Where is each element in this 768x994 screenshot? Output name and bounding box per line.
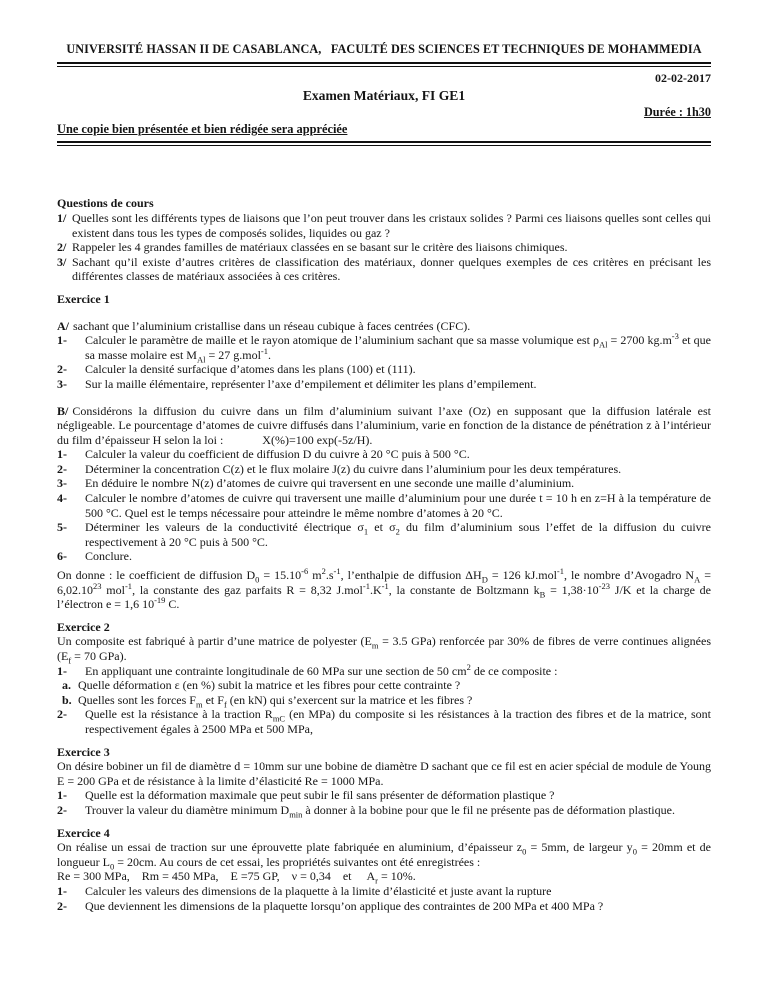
list-item [57,362,711,377]
list-item [57,211,711,240]
item-marker: 3- [57,376,67,391]
item-text: Quelle déformation ε (en %) subit la matrice et les fibres pour cette contrainte ? [78,678,461,693]
item-marker: 1- [57,447,67,462]
header-bottom-rule [57,141,711,146]
item-marker: 1- [57,883,67,898]
item-text: Sachant qu’il existe d’autres critères de classification des matériaux, donner quelques exemples de ces critères en précisant les différentes classes de matériaux associées à ces critères. [72,254,711,284]
list-item [57,661,711,679]
item-marker: 1- [57,333,67,348]
university-line: UNIVERSITÉ HASSAN II DE CASABLANCA, FACULTÉ DES SCIENCES ET TECHNIQUES DE MOHAMMEDIA [66,42,702,56]
item-text: Sur la maille élémentaire, représenter l’axe d’empilement et délimiter les plans d’empilement. [85,376,537,391]
spacer [57,307,711,315]
paragraph-text: Considérons la diffusion du cuivre dans un film d’aluminium suivant l’axe (Oz) en supposant que la diffusion latérale est négligeable. Le pourcentage d’atomes de cuivre diffusés dans l’aluminium, varie en fonction de la distance de pénétration z à l’intérieur du film d’épaisseur H selon la loi : X(%)=100 exp(-5z/H). [57,403,711,447]
item-text: Calculer les valeurs des dimensions de la plaquette à la limite d’élasticité et juste avant la rupture [85,883,552,898]
paragraph [57,568,711,612]
item-text: Calculer la valeur du coefficient de diffusion D du cuivre à 20 °C puis à 500 °C. [85,447,470,462]
item-marker: 2- [57,461,67,476]
item-text: Déterminer la concentration C(z) et le flux molaire J(z) du cuivre dans l’aluminium pour les deux températures. [85,461,622,476]
list-item [57,240,711,255]
list-item [57,331,711,365]
list-item [57,377,711,392]
item-text: Quelles sont les différents types de liaisons que l’on peut trouver dans les cristaux solides ? Parmi ces liaisons quelles sont celles qui existent dans tous les types de composés solides, liquides ou gaz ? [72,210,711,240]
item-marker: 1- [57,788,67,803]
item-text: Quelles sont les forces $F_m$ et $F_f$ (en kN) qui s’exercent sur la matrice et les fibres ? [78,692,473,710]
paragraph [57,319,711,334]
list-item [57,476,711,491]
list-item [57,707,711,736]
paragraph-text: Un composite est fabriqué à partir d’une matrice de polyester ($E_m = 3.5$ GPa) renforcée par 30% de fibres de verre continues alignées ($E_f = 70$ GPa). [57,634,711,666]
paragraph [57,759,711,788]
item-text: Calculer le nombre d’atomes de cuivre qui traversent une maille d’aluminium pour une durée t = 10 h en z=H à la température de 500 °C. Quel est le temps nécessaire pour atteindre le même nombre d’atomes à 20 °C. [85,491,711,520]
paragraph-lead: A/ [57,318,69,333]
section-heading: Exercice 2 [57,619,110,634]
item-marker: a. [62,678,71,693]
paragraph-text: sachant que l’aluminium cristallise dans un réseau cubique à faces centrées (CFC). [73,318,471,333]
exam-duration: Durée : 1h30 [643,105,711,120]
item-marker: 3/ [57,254,67,269]
item-marker: 2/ [57,240,67,255]
list-item [57,255,711,284]
list-item [57,491,711,520]
list-item [57,462,711,477]
item-marker: 2- [57,707,67,722]
item-text: Déterminer les valeurs de la conductivité électrique $\sigma_1$ et $\sigma_2$ du film d’aluminium sous l’effet de la diffusion du cuivre respectivement à 20 °C puis à 500 °C. [85,520,711,549]
paragraph-text: On réalise un essai de traction sur une éprouvette plate fabriquée en aluminium, d’épaisseur $z_0 = 5mm$, de largeur $y_0 = 20mm$ et de longueur $L_0 = 20cm$. Au cours de cet essai, les propriétés suivantes ont été enregistrées : Re = 300 MPa, Rm = 450 MPa, E =75 GP, ν = 0,34 et $A_r = 10\%$. [57,840,712,886]
item-marker: 1/ [57,210,67,225]
list-item [57,447,711,462]
item-text: Calculer la densité surfacique d’atomes dans les plans (100) et (111). [85,362,416,377]
list-item [62,693,711,708]
item-marker: 2- [57,802,67,817]
item-text: En déduire le nombre N(z) d’atomes de cuivre qui traversent en une seconde une maille d’aluminium. [85,476,575,491]
item-marker: 5- [57,520,67,535]
section-heading: Exercice 1 [57,291,110,306]
item-text: Trouver la valeur du diamètre minimum $D_{min}$ à donner à la bobine pour que le fil ne présente pas de déformation plastique. [85,802,675,820]
paragraph [57,634,711,666]
paragraph-lead: B/ [57,403,69,418]
exam-date: 02-02-2017 [655,71,711,86]
list-item [57,520,711,549]
paragraph [57,840,711,884]
item-marker: b. [62,692,72,707]
item-marker: 6- [57,549,67,564]
list-item [57,899,711,914]
list-item [57,803,711,818]
header-top-rule [57,62,711,67]
section-heading: Exercice 3 [57,744,110,759]
item-text: En appliquant une contrainte longitudinale de 60 MPa sur une section de 50 $cm^2$ de ce composite : [85,661,558,678]
item-marker: 3- [57,476,67,491]
item-text: Calculer le paramètre de maille et le rayon atomique de l’aluminium sachant que sa masse volumique est $\rho_{Al} = 2700$ $kg.m^{-3}$ et que sa masse molaire est $M_{Al} = 27$ g.mol$^{-1}$. [85,331,711,365]
exam-title: Examen Matériaux, FI GE1 [302,88,466,104]
paragraph-text: On désire bobiner un fil de diamètre d = 10mm sur une bobine de diamètre D sachant que ce fil est en acier spécial de module de Young E = 200 GPa et de résistance à la limite d’élasticité Re = 1000 MPa. [57,759,711,788]
presentation-note: Une copie bien présentée et bien rédigée sera appréciée [57,122,348,137]
item-marker: 4- [57,491,67,506]
item-marker: 2- [57,898,67,913]
list-item [62,678,711,693]
paragraph [57,404,711,448]
list-item [57,549,711,564]
list-item [57,884,711,899]
item-text: Que deviennent les dimensions de la plaquette lorsqu’on applique des contraintes de 200 MPa et 400 MPa ? [85,898,604,913]
item-marker: 1- [57,663,67,678]
list-item [57,788,711,803]
item-text: Conclure. [85,549,132,564]
exam-header [57,42,711,146]
exam-body [57,196,711,913]
section-heading: Questions de cours [57,196,154,211]
paragraph-text: On donne : le coefficient de diffusion $D_0 = 15.10^{-6}$ $m^2.s^{-1}$, l’enthalpie de diffusion $\Delta H_D = 126$ kJ.mol$^{-1}$, le nombre d’Avogadro $N_A = 6,02.10^{23}$ mol$^{-1}$, la constante des gaz parfaits R = 8,32 $J.mol^{-1}.K^{-1}$, la constante de Boltzmann $k_B = 1,38\cdot 10^{-23}$ J/K et la charge de l’électron e = 1,6 $10^{-19}$ C. [57,566,712,612]
item-text: Quelle est la résistance à la traction $R_{mC}$ (en MPa) du composite si les résistances à la traction des fibres et de la matrice, sont respectivement égales à 2500 MPa et 500 MPa, [85,707,711,736]
item-text: Quelle est la déformation maximale que peut subir le fil sans présenter de déformation plastique ? [85,788,555,803]
item-text: Rappeler les 4 grandes familles de matériaux classées en se basant sur le critère des liaisons chimiques. [72,240,568,255]
spacer [57,392,711,400]
section-heading: Exercice 4 [57,825,110,840]
item-marker: 2- [57,362,67,377]
